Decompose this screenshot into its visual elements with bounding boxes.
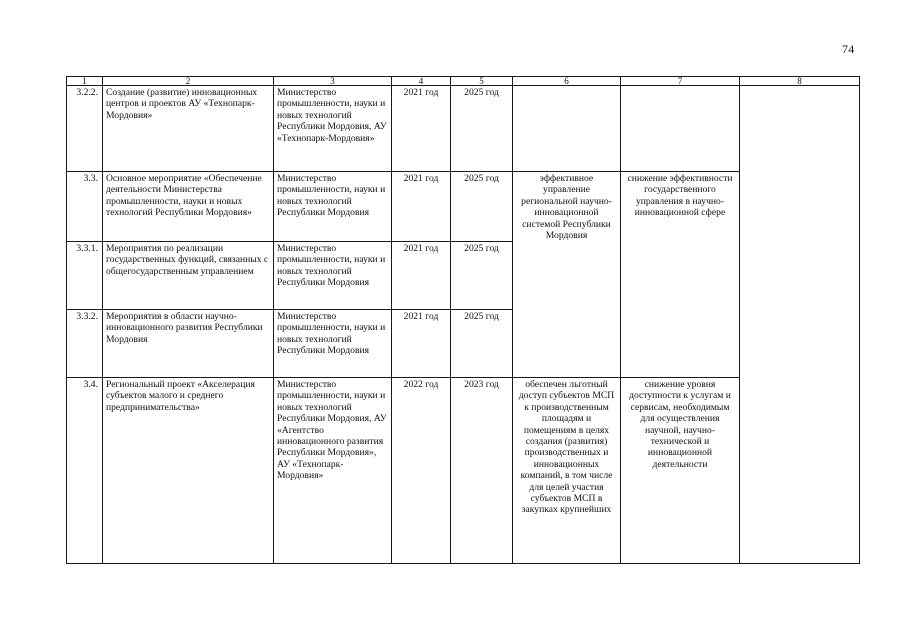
measure-end-year: 2025 год	[451, 310, 513, 378]
column-number-row	[67, 77, 860, 86]
measure-start-year: 2021 год	[392, 86, 451, 172]
page-number: 74	[842, 42, 855, 56]
measure-end-year: 2023 год	[451, 378, 513, 564]
measure-name: Региональный проект «Акселерация субъектов малого и среднего предпринимательства»	[103, 378, 274, 564]
measure-number: 3.4.	[67, 378, 103, 564]
measure-name: Мероприятия в области научно-инновационного развития Республики Мордовия	[103, 310, 274, 378]
related-indicators-cell	[740, 86, 860, 564]
column-number: 7	[621, 77, 740, 86]
measure-number: 3.3.	[67, 172, 103, 242]
measure-name: Основное мероприятие «Обеспечение деятельности Министерства промышленности, науки и новых технологий Республики Мордовия»	[103, 172, 274, 242]
program-measures-table	[66, 76, 860, 564]
consequence-cell	[621, 86, 740, 172]
column-number: 4	[392, 77, 451, 86]
measure-end-year: 2025 год	[451, 86, 513, 172]
column-number: 3	[274, 77, 392, 86]
measure-start-year: 2021 год	[392, 310, 451, 378]
measure-executor: Министерство промышленности, науки и новых технологий Республики Мордовия	[274, 242, 392, 310]
expected-result-cell	[513, 86, 621, 172]
measure-executor: Министерство промышленности, науки и новых технологий Республики Мордовия	[274, 310, 392, 378]
measure-start-year: 2021 год	[392, 172, 451, 242]
column-number: 2	[103, 77, 274, 86]
measure-executor: Министерство промышленности, науки и новых технологий Республики Мордовия, АУ «Технопарк-Мордовия»	[274, 86, 392, 172]
column-number: 5	[451, 77, 513, 86]
measure-executor: Министерство промышленности, науки и новых технологий Республики Мордовия	[274, 172, 392, 242]
measure-number: 3.3.1.	[67, 242, 103, 310]
column-number: 8	[740, 77, 860, 86]
consequence-cell: снижение уровня доступности к услугам и сервисам, необходимым для осуществления научной, научно-технической и инновационной деятельности	[621, 378, 740, 564]
column-number: 6	[513, 77, 621, 86]
measure-end-year: 2025 год	[451, 172, 513, 242]
measure-start-year: 2021 год	[392, 242, 451, 310]
measure-number: 3.3.2.	[67, 310, 103, 378]
table-row	[67, 86, 860, 172]
measure-end-year: 2025 год	[451, 242, 513, 310]
column-number: 1	[67, 77, 103, 86]
expected-result-cell: обеспечен льготный доступ субъектов МСП к производственным площадям и помещениям в целях создания (развития) производственных и инновационных компаний, в том числе для целей участия субъектов МСП в закупках крупнейших	[513, 378, 621, 564]
measure-name: Создание (развитие) инновационных центров и проектов АУ «Технопарк-Мордовия»	[103, 86, 274, 172]
expected-result-cell: эффективное управление региональной научно-инновационной системой Республики Мордовия	[513, 172, 621, 378]
consequence-cell: снижение эффективности государственного управления в научно-инновационной сфере	[621, 172, 740, 378]
measure-start-year: 2022 год	[392, 378, 451, 564]
measure-name: Мероприятия по реализации государственных функций, связанных с общегосударственным управлением	[103, 242, 274, 310]
measure-executor: Министерство промышленности, науки и новых технологий Республики Мордовия, АУ «Агентство инновационного развития Республики Мордовия», АУ «Технопарк-Мордовия»	[274, 378, 392, 564]
measure-number: 3.2.2.	[67, 86, 103, 172]
